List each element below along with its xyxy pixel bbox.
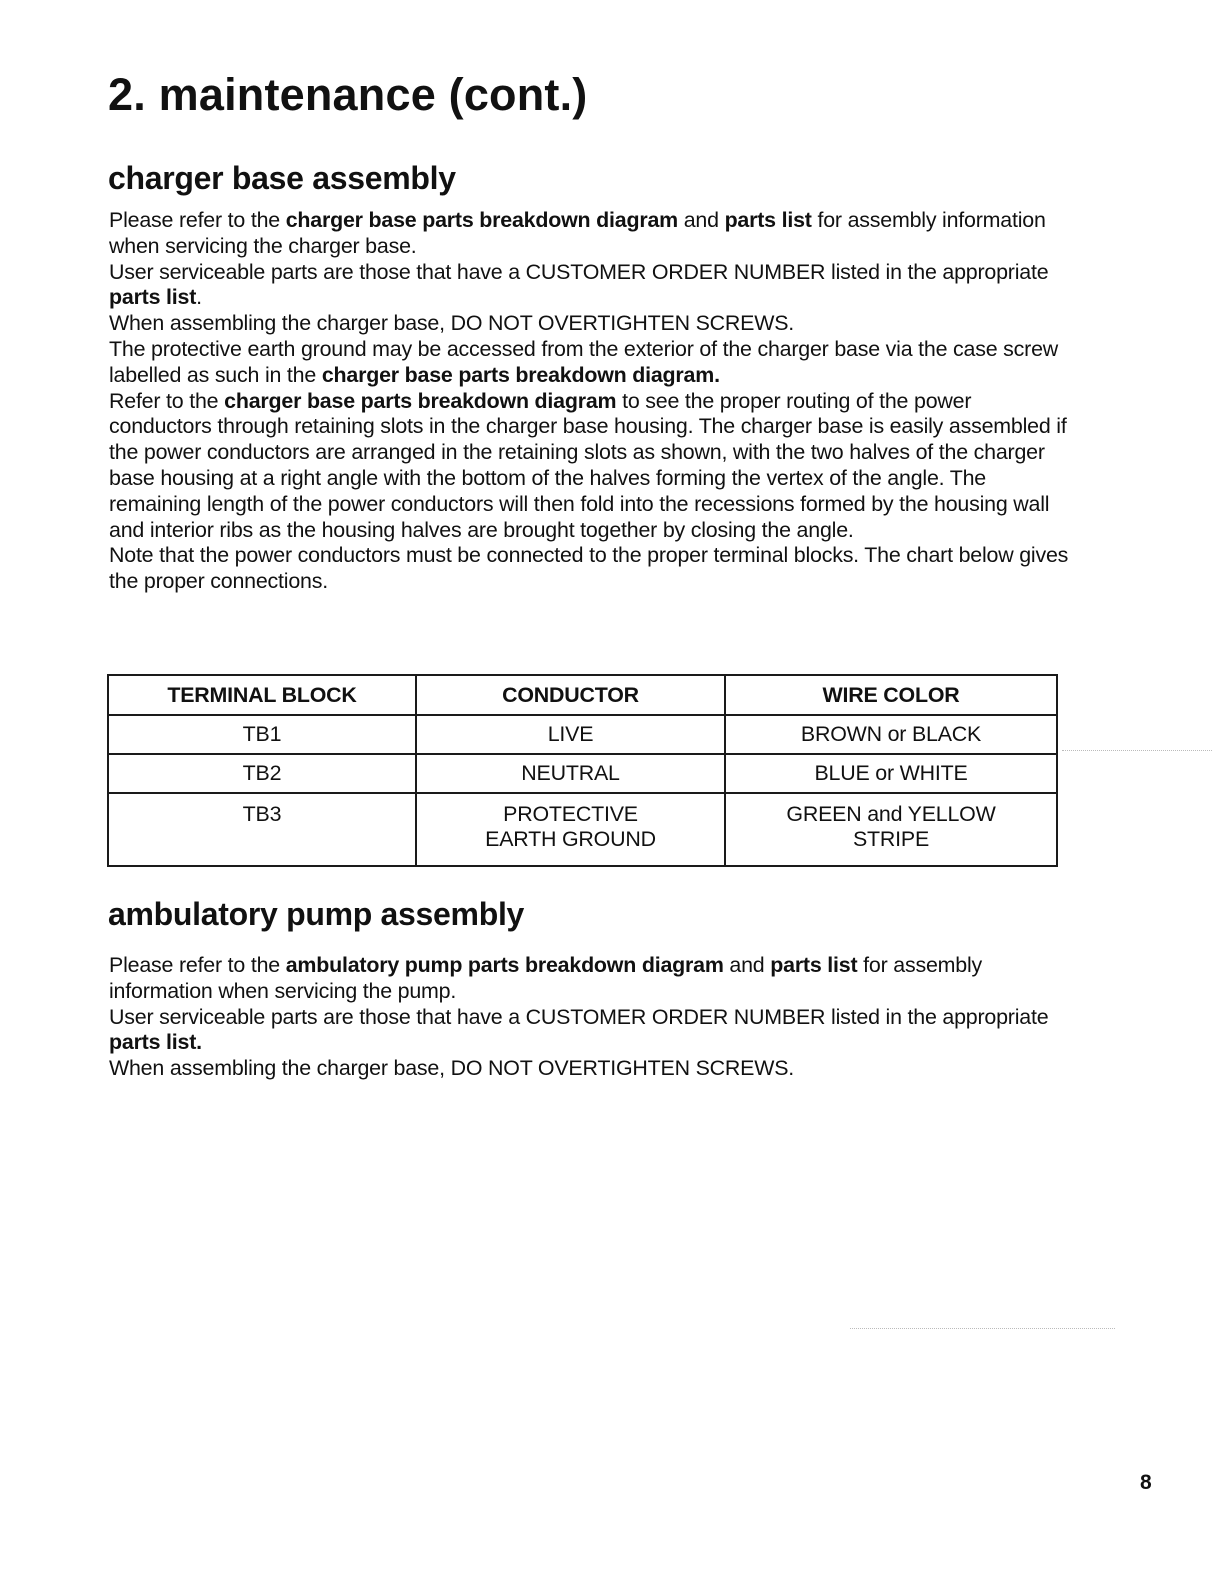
table-row <box>108 754 1057 793</box>
pump-paragraph-3: When assembling the charger base, DO NOT OVERTIGHTEN SCREWS. <box>109 1056 795 1081</box>
header-terminal-block: TERMINAL BLOCK <box>108 675 416 715</box>
cell-conductor: LIVE <box>416 715 725 754</box>
pump-section-body <box>109 953 1079 1082</box>
charger-paragraph-4: The protective earth ground may be accessed from the exterior of the charger base via the case screw labelled as such in the charger base parts breakdown diagram. <box>109 336 1059 387</box>
pump-paragraph-2: User serviceable parts are those that have a CUSTOMER ORDER NUMBER listed in the appropriate parts list. <box>109 1004 1049 1055</box>
scan-artifact-line <box>1062 750 1212 751</box>
charger-paragraph-1: Please refer to the charger base parts breakdown diagram and parts list for assembly information when servicing the charger base. <box>109 208 1046 258</box>
page-title: 2. maintenance (cont.) <box>108 69 588 120</box>
cell-conductor: PROTECTIVE EARTH GROUND <box>416 793 725 866</box>
pump-paragraph-1: Please refer to the ambulatory pump parts breakdown diagram and parts list for assembly information when servicing the pump. <box>109 953 983 1003</box>
scan-artifact-line <box>850 1328 1115 1329</box>
page-number: 8 <box>1140 1471 1152 1494</box>
cell-terminal-block: TB1 <box>108 715 416 754</box>
cell-terminal-block: TB2 <box>108 754 416 793</box>
charger-section-body <box>109 208 1079 595</box>
cell-wire-color: BROWN or BLACK <box>725 715 1057 754</box>
charger-paragraph-5: Refer to the charger base parts breakdown diagram to see the proper routing of the power conductors through retaining slots in the charger base housing. The charger base is easily assembled if the power conductors are arranged in the retaining slots as shown, with the two halves of the charger base housing at a right angle with the bottom of the halves forming the vertex of the angle. The remaining length of the power conductors will then fold into the recessions formed by the housing wall and interior ribs as the housing halves are brought together by closing the angle. <box>109 388 1067 542</box>
charger-paragraph-6: Note that the power conductors must be connected to the proper terminal blocks. The chart below gives the proper connections. <box>109 543 1069 594</box>
header-wire-color: WIRE COLOR <box>725 675 1057 715</box>
charger-section-heading: charger base assembly <box>108 160 456 196</box>
cell-wire-color: GREEN and YELLOW STRIPE <box>725 793 1057 866</box>
cell-terminal-block: TB3 <box>108 793 416 866</box>
charger-paragraph-2: User serviceable parts are those that have a CUSTOMER ORDER NUMBER listed in the appropriate parts list. <box>109 259 1049 310</box>
cell-conductor: NEUTRAL <box>416 754 725 793</box>
charger-paragraph-3: When assembling the charger base, DO NOT OVERTIGHTEN SCREWS. <box>109 311 795 336</box>
table-row <box>108 715 1057 754</box>
table-row <box>108 793 1057 866</box>
header-conductor: CONDUCTOR <box>416 675 725 715</box>
terminal-connections-table <box>107 674 1058 867</box>
cell-wire-color: BLUE or WHITE <box>725 754 1057 793</box>
table-header-row <box>108 675 1057 715</box>
pump-section-heading: ambulatory pump assembly <box>108 896 525 932</box>
